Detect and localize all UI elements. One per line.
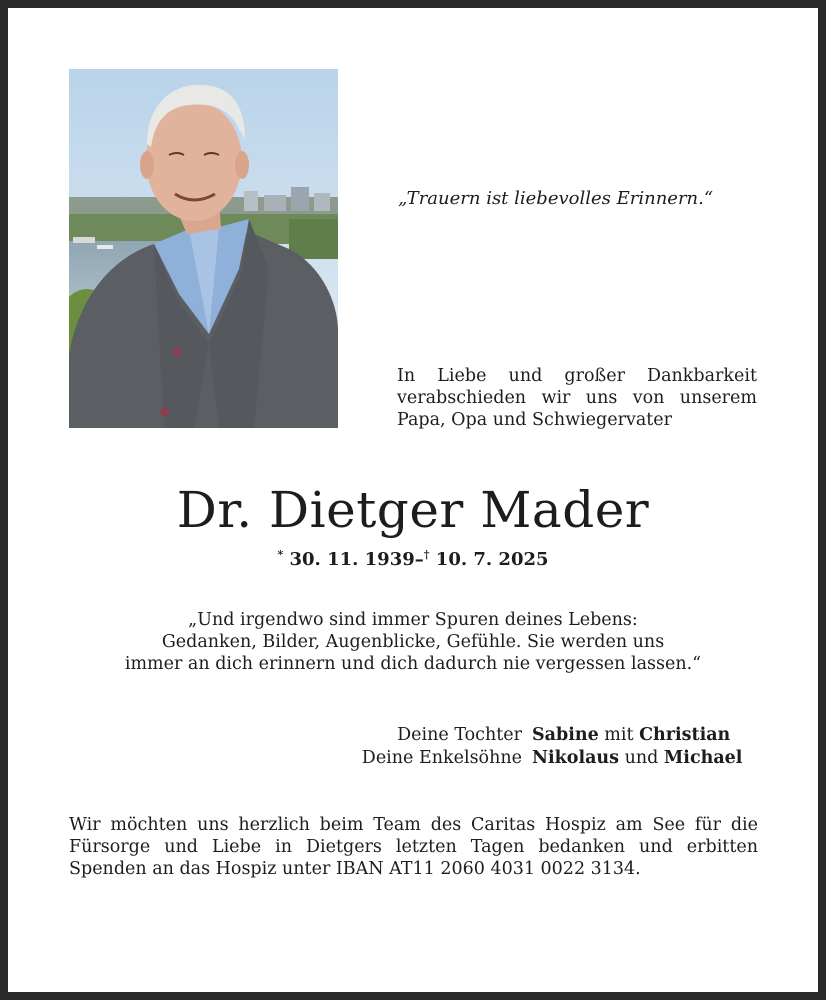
family-names [532,747,742,770]
birth-date: 30. 11. 1939 [289,549,415,570]
family-joiner: mit [604,725,634,745]
thanks-text [69,814,758,880]
family-row [288,747,768,770]
family-relation: Deine Enkelsöhne [361,748,522,768]
family-row [288,724,768,747]
thanks-line: Fürsorge und Liebe in Dietgers letzten Tagen bedanken und erbitten [69,837,758,857]
thanks-line: Spenden an das Hospiz unter IBAN AT11 2060 4031 0022 3134. [69,859,641,879]
date-separator: – [414,549,424,570]
poem-line: Gedanken, Bilder, Augenblicke, Gefühle. Sie werden uns [161,632,665,652]
family-name: Michael [663,748,743,768]
family-name: Nikolaus [532,748,620,768]
intro-line: Papa, Opa und Schwiegervater [397,410,673,430]
family-relation: Deine Tochter [397,725,522,745]
family-names [532,724,730,747]
intro-line: In Liebe und großer Dankbarkeit [397,366,757,386]
intro-text [397,365,757,431]
motto-quote: „Trauern ist liebevolles Erinnern.“ [398,188,714,209]
deceased-name: Dr. Dietger Mader [176,481,650,539]
poem-quote [8,609,818,675]
death-symbol: † [423,548,430,561]
portrait-photo [69,69,338,428]
life-dates [8,548,818,570]
family-name: Christian [639,725,731,745]
poem-line: „Und irgendwo sind immer Spuren deines Lebens: [188,610,638,630]
family-mourners [288,724,768,770]
poem-line: immer an dich erinnern und dich dadurch nie vergessen lassen.“ [124,654,702,674]
thanks-line: Wir möchten uns herzlich beim Team des Caritas Hospiz am See für die [69,815,758,835]
intro-line: verabschieden wir uns von unserem [397,388,757,408]
obituary-page [8,8,818,992]
death-date: 10. 7. 2025 [435,549,549,570]
birth-symbol: * [277,548,284,561]
family-joiner: und [624,748,659,768]
family-name: Sabine [532,725,599,745]
